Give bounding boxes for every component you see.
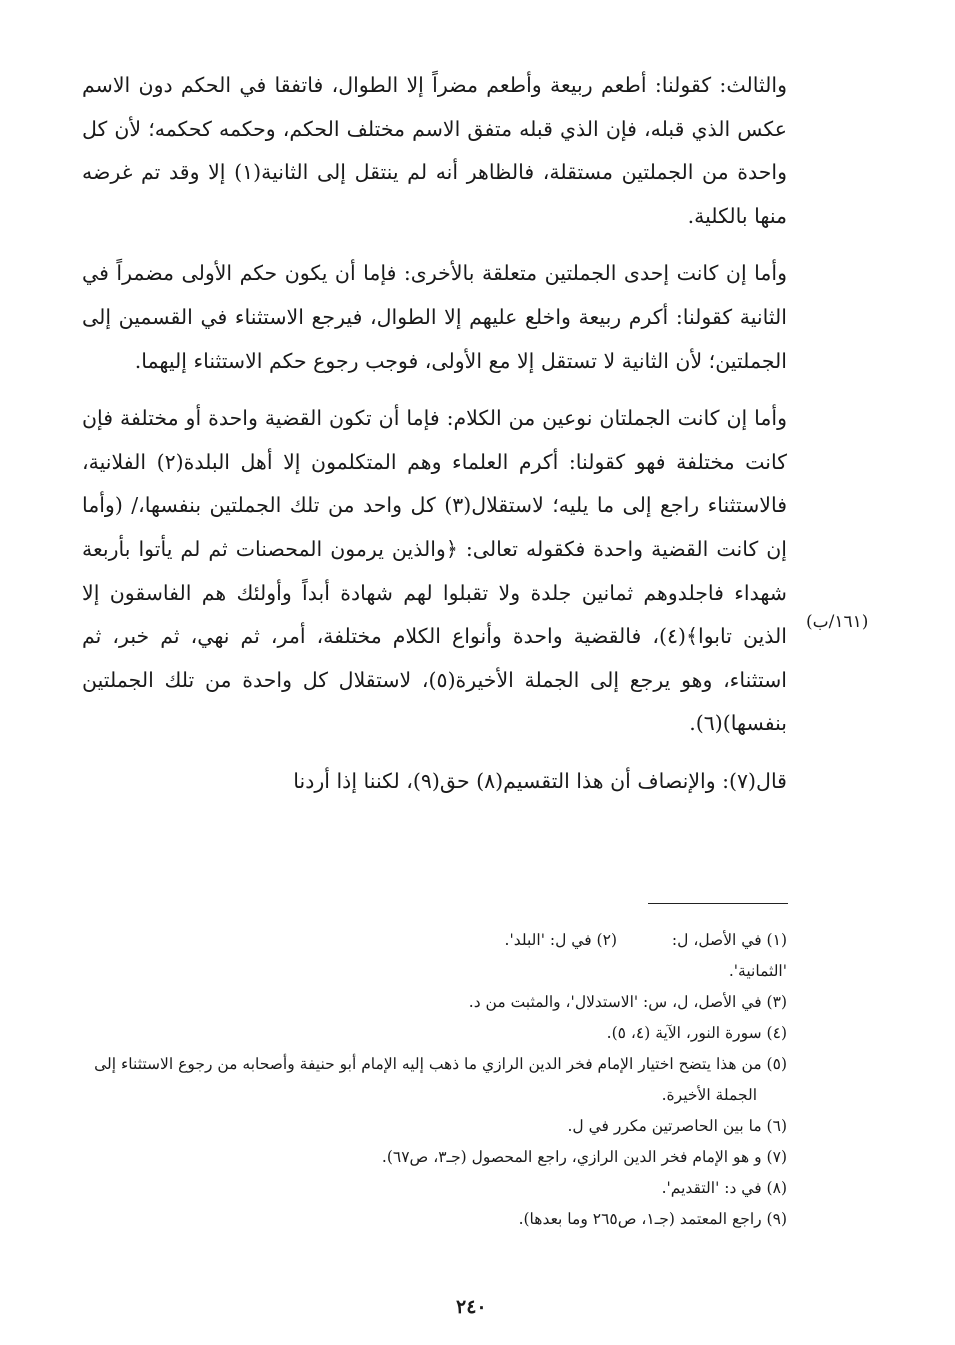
paragraph-4: قال(٧): والإنصاف أن هذا التقسيم(٨) حق(٩)، لكننا إذا أردنا — [293, 768, 787, 793]
footnote-separator — [648, 903, 788, 904]
page-number: ٢٤٠ — [456, 1296, 487, 1318]
main-text — [82, 64, 787, 804]
footnotes — [82, 925, 787, 1235]
footnote-2: (٢) في ل: 'البلد'. — [504, 931, 617, 949]
footnote-3: (٣) في الأصل، ل، س: 'الاستدلال'، والمثبت من د. — [468, 993, 787, 1011]
footnote-7: (٧) و هو الإمام فخر الدين الرازي، راجع المحصول (جـ٣، ص٦٧). — [381, 1148, 787, 1166]
footnote-9: (٩) راجع المعتمد (جـ١، ص٢٦٥ وما بعدها). — [518, 1210, 787, 1228]
footnote-1: (١) في الأصل، ل: 'الثمانية'. — [671, 931, 787, 980]
footnote-4: (٤) سورة النور، الآية (٤، ٥). — [606, 1024, 787, 1042]
footnote-8: (٨) في د: 'التقديم'. — [661, 1179, 787, 1197]
paragraph-1: والثالث: كقولنا: أطعم ربيعة وأطعم مضراً إلا الطوال، فاتفقا في الحكم دون الاسم عكس الذي قبله، فإن الذي قبله متفق الاسم مختلف الحكم، وحكمه كحكمه؛ لأن كل واحدة من الجملتين مستقلة، فالظاهر أنه لم ينتقل إلى الثانية(١) إلا وقد تم غرضه منها بالكلية. — [82, 73, 787, 228]
paragraph-3: وأما إن كانت الجملتان نوعين من الكلام: فإما أن تكون القضية واحدة أو مختلفة فإن كانت مختلفة فهو كقولنا: أكرم العلماء وهم المتكلمون إلا أهل البلدة(٢) الفلانية، فالاستثناء راجع إلى ما يليه؛ لاستقلال(٣) كل واحد من تلك الجملتين بنفسها،/ (وأما إن كانت القضية واحدة فكقوله تعالى: ﴿والذين يرمون المحصنات ثم لم يأتوا بأربعة شهداء فاجلدوهم ثمانين جلدة ولا تقبلوا لهم شهادة أبداً وأولئك هم الفاسقون إلا الذين تابوا﴾(٤)، فالقضية واحدة وأنواع الكلام مختلفة، أمر، ثم نهي، ثم خبر، ثم استثناء، وهو يرجع إلى الجملة الأخيرة(٥)، لاستقلال كل واحدة من تلك الجملتين بنفسها)(٦). — [82, 406, 787, 736]
footnote-row-1 — [82, 925, 787, 987]
manuscript-folio-note: (١٦١/ب) — [806, 612, 869, 632]
footnote-6: (٦) ما بين الحاصرتين مكرر في ل. — [567, 1117, 787, 1135]
paragraph-2: وأما إن كانت إحدى الجملتين متعلقة بالأخرى: فإما أن يكون حكم الأولى مضمراً في الثانية كقولنا: أكرم ربيعة واخلع عليهم إلا الطوال، فيرجع الاستثناء في القسمين إلى الجملتين؛ لأن الثانية لا تستقل إلا مع الأولى، فوجب رجوع حكم الاستثناء إليهما. — [82, 261, 787, 373]
footnote-5: (٥) من هذا يتضح اختيار الإمام فخر الدين الرازي ما ذهب إليه الإمام أبو حنيفة وأصحابه من رجوع الاستثناء إلى الجملة الأخيرة. — [94, 1055, 787, 1104]
